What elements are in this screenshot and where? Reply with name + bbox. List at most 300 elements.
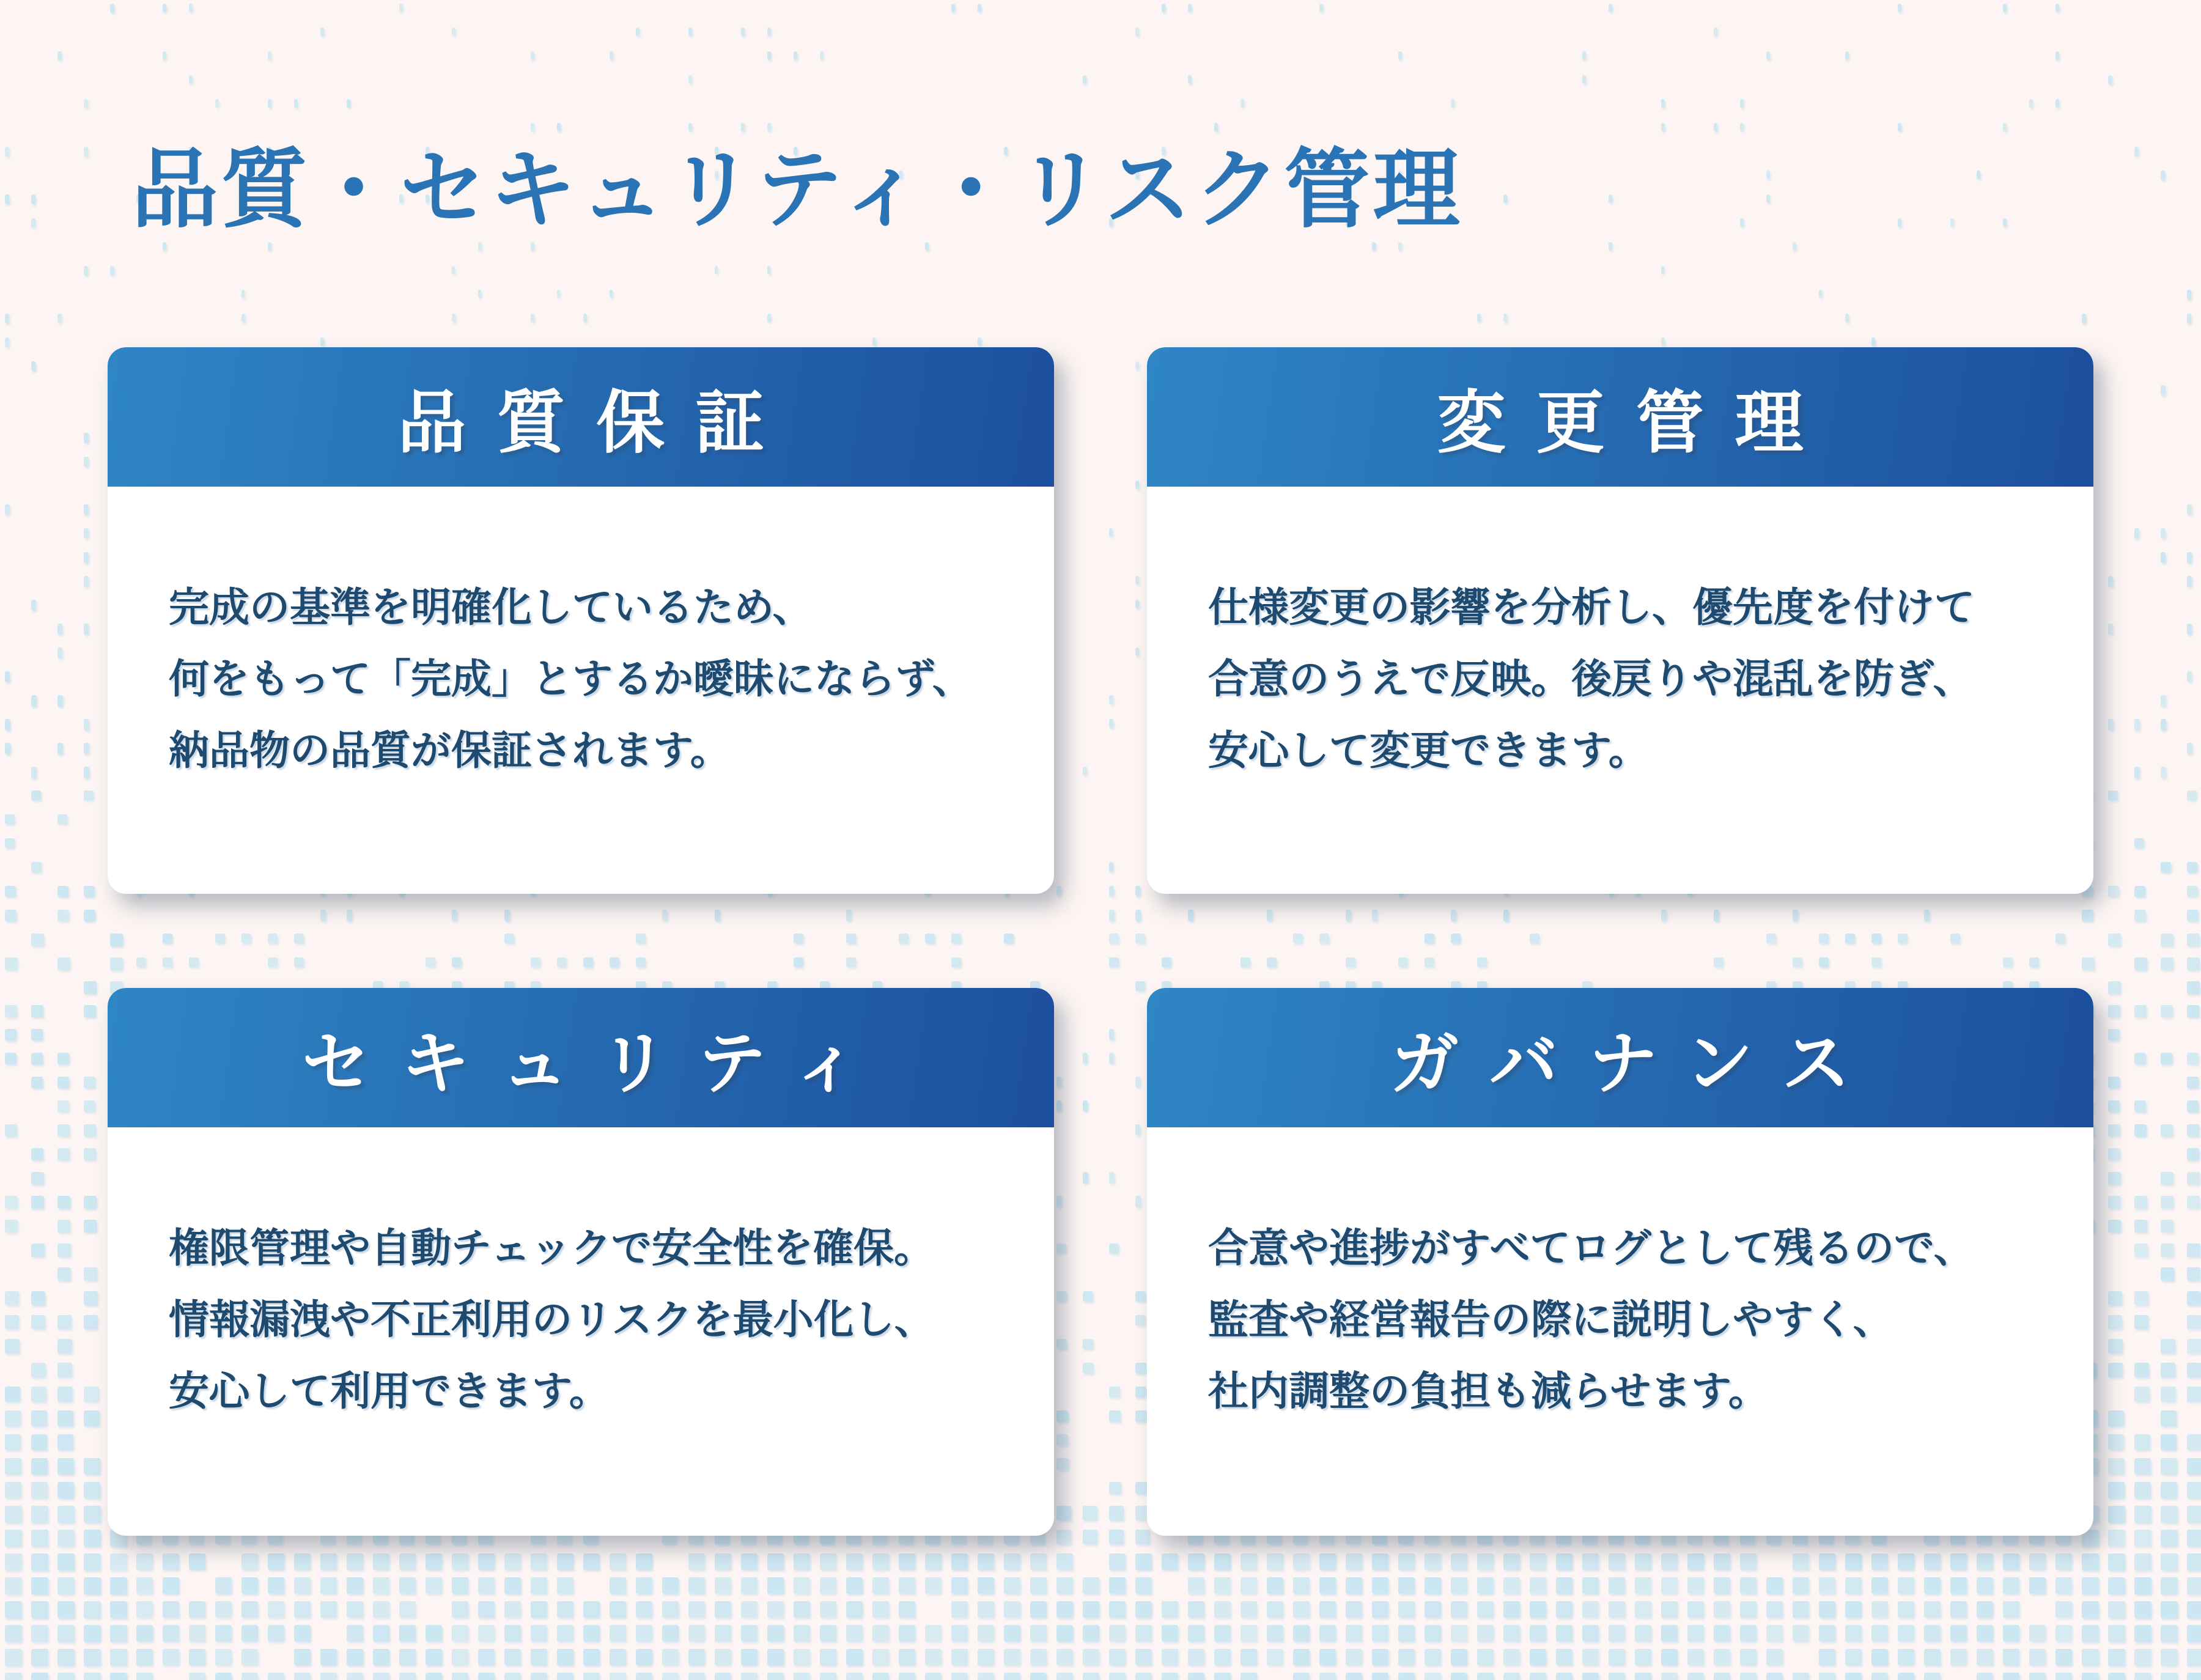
pattern-square xyxy=(557,1625,573,1641)
pattern-square xyxy=(57,1577,75,1594)
body-line: 権限管理や自動チェックで安全性を確保。 xyxy=(169,1226,935,1271)
pattern-square xyxy=(268,51,271,60)
pattern-square xyxy=(1977,1553,1993,1570)
pattern-square xyxy=(110,1601,127,1618)
pattern-square xyxy=(1714,1673,1730,1680)
pattern-square xyxy=(1056,1649,1073,1665)
pattern-square xyxy=(2187,1363,2201,1377)
pattern-square xyxy=(688,1625,705,1641)
pattern-square xyxy=(1819,1673,1835,1680)
cards-grid xyxy=(108,347,2093,1536)
pattern-square xyxy=(84,743,89,754)
pattern-square xyxy=(1162,1673,1178,1680)
pattern-square xyxy=(84,99,88,108)
pattern-square xyxy=(84,576,89,587)
pattern-square xyxy=(373,1577,389,1594)
pattern-square xyxy=(1977,1649,1993,1665)
pattern-square xyxy=(1346,1553,1362,1570)
pattern-square xyxy=(1819,1625,1835,1641)
pattern-square xyxy=(1898,1625,1914,1641)
pattern-square xyxy=(84,552,89,563)
pattern-square xyxy=(1293,1553,1310,1570)
pattern-square xyxy=(2029,1649,2046,1665)
pattern-square xyxy=(1162,1601,1178,1618)
pattern-square xyxy=(57,1434,73,1450)
pattern-square xyxy=(1319,1577,1336,1594)
pattern-square xyxy=(110,4,114,13)
pattern-square xyxy=(294,1673,311,1680)
pattern-square xyxy=(741,28,745,36)
pattern-square xyxy=(1609,1649,1625,1665)
pattern-square xyxy=(636,28,640,36)
pattern-square xyxy=(1319,1553,1336,1570)
pattern-square xyxy=(820,1673,836,1680)
pattern-square xyxy=(1977,1577,1993,1594)
pattern-square xyxy=(1845,1553,1862,1570)
pattern-square xyxy=(5,314,9,323)
pattern-square xyxy=(1503,1553,1520,1570)
pattern-square xyxy=(2187,981,2200,994)
pattern-square xyxy=(688,1601,705,1618)
pattern-square xyxy=(2108,981,2121,994)
pattern-square xyxy=(1346,1601,1362,1618)
pattern-square xyxy=(1793,1625,1809,1641)
pattern-square xyxy=(2187,1339,2201,1354)
pattern-square xyxy=(2134,838,2144,848)
pattern-square xyxy=(1188,1625,1204,1641)
pattern-square xyxy=(84,1625,101,1642)
pattern-square xyxy=(1083,1577,1099,1594)
pattern-square xyxy=(1819,1601,1835,1618)
pattern-square xyxy=(215,1673,232,1680)
pattern-square xyxy=(1346,1649,1362,1665)
pattern-square xyxy=(1898,1649,1914,1665)
pattern-square xyxy=(662,1577,679,1594)
pattern-square xyxy=(1056,1577,1073,1594)
pattern-square xyxy=(1845,1649,1862,1665)
pattern-square xyxy=(1398,1649,1415,1665)
pattern-square xyxy=(1135,1601,1152,1618)
pattern-square xyxy=(57,647,62,658)
card-header-quality-assurance: 品質保証 xyxy=(108,347,1054,487)
pattern-square xyxy=(5,1577,22,1594)
pattern-square xyxy=(1214,1553,1231,1570)
pattern-square xyxy=(794,1649,810,1665)
pattern-square xyxy=(1845,51,1849,60)
pattern-square xyxy=(1661,123,1665,131)
pattern-square xyxy=(84,1267,97,1281)
pattern-square xyxy=(84,910,95,921)
pattern-square xyxy=(872,1649,889,1665)
pattern-square xyxy=(636,1577,652,1594)
pattern-square xyxy=(5,1291,19,1305)
pattern-square xyxy=(57,1243,71,1257)
pattern-square xyxy=(136,1673,153,1680)
pattern-square xyxy=(31,1363,46,1377)
pattern-square xyxy=(136,1625,153,1641)
pattern-square xyxy=(1241,1577,1257,1594)
pattern-square xyxy=(1609,242,1612,251)
pattern-square xyxy=(57,1363,72,1377)
pattern-square xyxy=(872,1625,889,1641)
pattern-square xyxy=(872,1673,889,1680)
pattern-square xyxy=(2187,910,2199,921)
pattern-square xyxy=(1109,1577,1126,1594)
pattern-square xyxy=(1582,1601,1599,1618)
pattern-square xyxy=(294,99,298,108)
pattern-square xyxy=(241,1649,258,1665)
pattern-square xyxy=(2108,1673,2125,1680)
pattern-square xyxy=(5,1220,18,1232)
pattern-square xyxy=(820,1625,836,1641)
pattern-square xyxy=(31,1029,43,1041)
pattern-square xyxy=(1898,1673,1914,1680)
pattern-square xyxy=(2187,1506,2201,1523)
pattern-square xyxy=(31,1005,43,1017)
pattern-square xyxy=(610,1673,626,1680)
pattern-square xyxy=(636,1649,652,1665)
pattern-square xyxy=(1214,1649,1231,1665)
pattern-square xyxy=(5,671,10,682)
pattern-square xyxy=(1924,1649,1941,1665)
pattern-square xyxy=(31,1649,48,1666)
pattern-square xyxy=(2108,1363,2123,1377)
pattern-square xyxy=(2134,1458,2151,1475)
pattern-square xyxy=(2187,1673,2201,1680)
pattern-square xyxy=(5,1434,21,1450)
pattern-square xyxy=(110,1673,127,1680)
pattern-square xyxy=(557,1577,573,1594)
pattern-square xyxy=(2161,695,2166,707)
pattern-square xyxy=(84,1410,100,1426)
pattern-square xyxy=(110,266,114,276)
pattern-square xyxy=(5,1005,17,1017)
pattern-square xyxy=(951,4,955,12)
pattern-square xyxy=(820,1577,836,1594)
pattern-square xyxy=(1793,1673,1809,1680)
pattern-square xyxy=(84,1387,99,1402)
pattern-square xyxy=(1372,1673,1388,1680)
pattern-square xyxy=(925,1577,942,1594)
pattern-square xyxy=(1819,1649,1835,1665)
pattern-square xyxy=(84,886,95,897)
pattern-square xyxy=(1188,1649,1204,1665)
pattern-square xyxy=(1214,1577,1231,1594)
pattern-square xyxy=(2108,1220,2121,1232)
pattern-square xyxy=(1845,1577,1862,1594)
pattern-square xyxy=(2134,528,2139,539)
pattern-square xyxy=(320,337,324,346)
pattern-square xyxy=(2082,1577,2099,1594)
pattern-square xyxy=(2134,1649,2151,1666)
pattern-square xyxy=(1030,1673,1047,1680)
pattern-square xyxy=(84,1601,101,1618)
pattern-square xyxy=(688,1577,705,1594)
pattern-square xyxy=(1503,314,1507,322)
pattern-square xyxy=(767,314,771,322)
pattern-square xyxy=(1635,1601,1651,1618)
pattern-square xyxy=(478,1601,495,1618)
pattern-square xyxy=(504,1649,521,1665)
pattern-square xyxy=(1109,1673,1126,1680)
pattern-square xyxy=(1950,1553,1967,1570)
pattern-square xyxy=(1924,1673,1941,1680)
pattern-square xyxy=(872,1553,889,1570)
pattern-square xyxy=(57,1601,75,1618)
pattern-square xyxy=(2187,1434,2201,1450)
pattern-square xyxy=(2108,1172,2121,1185)
pattern-square xyxy=(662,1673,679,1680)
pattern-square xyxy=(1083,1649,1099,1665)
pattern-square xyxy=(189,1601,205,1618)
pattern-square xyxy=(1109,1601,1126,1618)
pattern-square xyxy=(5,1315,19,1329)
pattern-square xyxy=(347,1673,363,1680)
pattern-square xyxy=(452,1649,468,1665)
pattern-square xyxy=(2161,719,2166,731)
card-body-change-management xyxy=(1147,487,2093,787)
pattern-square xyxy=(31,218,35,228)
pattern-square xyxy=(1267,1649,1283,1665)
pattern-square xyxy=(1714,1553,1730,1570)
pattern-square xyxy=(2134,719,2140,731)
pattern-square xyxy=(478,1577,495,1594)
pattern-square xyxy=(57,1506,75,1523)
pattern-square xyxy=(583,1601,600,1618)
pattern-square xyxy=(399,1625,416,1641)
pattern-square xyxy=(373,1625,389,1641)
pattern-square xyxy=(1293,1673,1310,1680)
pattern-square xyxy=(320,1601,337,1618)
pattern-square xyxy=(1845,1625,1862,1641)
pattern-square xyxy=(1661,1673,1678,1680)
pattern-square xyxy=(1451,1553,1467,1570)
pattern-square xyxy=(1845,314,1849,322)
pattern-square xyxy=(2108,1339,2123,1354)
pattern-square xyxy=(2161,934,2173,946)
pattern-square xyxy=(636,1673,652,1680)
pattern-square xyxy=(1687,1625,1704,1641)
pattern-square xyxy=(1425,1649,1441,1665)
pattern-square xyxy=(163,1625,179,1641)
pattern-square xyxy=(1898,4,1901,12)
pattern-square xyxy=(2187,1243,2200,1257)
pattern-square xyxy=(215,1577,232,1594)
pattern-square xyxy=(163,1601,179,1618)
pattern-square xyxy=(2108,719,2114,731)
pattern-square xyxy=(741,1577,758,1594)
pattern-square xyxy=(320,1553,337,1570)
pattern-square xyxy=(1267,1577,1283,1594)
pattern-square xyxy=(1635,1649,1651,1665)
card-body-security xyxy=(108,1127,1054,1428)
pattern-square xyxy=(426,1673,442,1680)
pattern-square xyxy=(2082,1601,2099,1618)
pattern-square xyxy=(1714,28,1717,36)
pattern-square xyxy=(1083,75,1086,84)
pattern-square xyxy=(1950,1601,1967,1618)
pattern-square xyxy=(1898,218,1901,227)
pattern-square xyxy=(2082,314,2086,323)
pattern-square xyxy=(1740,1553,1757,1570)
pattern-square xyxy=(1687,1649,1704,1665)
pattern-square xyxy=(2108,1649,2125,1666)
pattern-square xyxy=(294,1625,311,1641)
pattern-square xyxy=(1083,1601,1099,1618)
pattern-square xyxy=(846,1625,863,1641)
card-change-management xyxy=(1147,347,2093,894)
body-line: 社内調整の負担も減らせます。 xyxy=(1208,1369,1769,1414)
pattern-square xyxy=(2108,1315,2122,1329)
pattern-square xyxy=(31,1553,48,1571)
pattern-square xyxy=(5,147,9,157)
pattern-square xyxy=(2161,957,2173,970)
pattern-square xyxy=(478,290,481,298)
pattern-square xyxy=(2029,1625,2046,1641)
pattern-square xyxy=(504,1601,521,1618)
pattern-square xyxy=(2161,1530,2178,1547)
pattern-square xyxy=(2161,1673,2178,1680)
pattern-square xyxy=(2003,123,2007,131)
pattern-square xyxy=(1793,1577,1809,1594)
pattern-square xyxy=(31,1410,47,1426)
pattern-square xyxy=(84,1124,96,1137)
pattern-square xyxy=(373,1649,389,1665)
pattern-square xyxy=(531,1649,547,1665)
pattern-square xyxy=(84,790,94,800)
pattern-square xyxy=(31,600,36,611)
pattern-square xyxy=(1398,1553,1415,1570)
pattern-square xyxy=(2134,1482,2151,1498)
pattern-square xyxy=(2187,1458,2201,1475)
pattern-square xyxy=(5,1530,22,1547)
pattern-square xyxy=(899,1553,915,1570)
pattern-square xyxy=(31,695,37,707)
pattern-square xyxy=(5,1458,21,1475)
pattern-square xyxy=(1609,194,1612,203)
pattern-square xyxy=(1766,171,1770,179)
pattern-square xyxy=(557,1553,573,1570)
pattern-square xyxy=(820,1649,836,1665)
pattern-square xyxy=(1871,1649,1888,1665)
pattern-square xyxy=(241,1553,258,1570)
pattern-square xyxy=(2134,147,2139,157)
pattern-square xyxy=(794,1673,810,1680)
pattern-square xyxy=(5,1625,22,1642)
pattern-square xyxy=(2108,1410,2124,1426)
pattern-square xyxy=(2187,1196,2200,1209)
card-body-governance xyxy=(1147,1127,2093,1428)
pattern-square xyxy=(2055,1577,2072,1594)
pattern-square xyxy=(5,1553,22,1571)
pattern-square xyxy=(57,1053,69,1064)
pattern-square xyxy=(2161,1053,2172,1064)
pattern-square xyxy=(2187,1649,2201,1666)
pattern-square xyxy=(2187,1053,2199,1064)
pattern-square xyxy=(84,1530,101,1547)
pattern-square xyxy=(2055,4,2059,12)
pattern-square xyxy=(1188,1553,1204,1570)
pattern-square xyxy=(241,314,245,322)
pattern-square xyxy=(1451,1673,1467,1680)
pattern-square xyxy=(767,28,771,36)
pattern-square xyxy=(767,51,771,60)
pattern-square xyxy=(110,1577,127,1594)
card-body-quality-assurance xyxy=(108,487,1054,787)
pattern-square xyxy=(1609,4,1612,12)
pattern-square xyxy=(741,1625,758,1641)
pattern-square xyxy=(110,1553,127,1571)
pattern-square xyxy=(57,51,62,61)
body-line: 情報漏洩や不正利用のリスクを最小化し、 xyxy=(169,1298,935,1343)
pattern-square xyxy=(1451,99,1454,108)
pattern-square xyxy=(163,1577,179,1594)
pattern-square xyxy=(31,1387,46,1402)
pattern-square xyxy=(478,1553,495,1570)
pattern-square xyxy=(5,1482,21,1498)
pattern-square xyxy=(452,314,455,322)
pattern-square xyxy=(1898,1601,1914,1618)
pattern-square xyxy=(2003,1577,2019,1594)
pattern-square xyxy=(84,719,89,731)
pattern-square xyxy=(1293,1649,1310,1665)
pattern-square xyxy=(57,1267,71,1281)
pattern-square xyxy=(5,1029,17,1041)
pattern-square xyxy=(2187,790,2197,800)
pattern-square xyxy=(662,1625,679,1641)
pattern-square xyxy=(1582,1577,1599,1594)
pattern-square xyxy=(2161,1506,2178,1523)
pattern-square xyxy=(5,957,18,970)
pattern-square xyxy=(557,1649,573,1665)
pattern-square xyxy=(1293,1601,1310,1618)
pattern-square xyxy=(57,1673,75,1680)
pattern-square xyxy=(1030,1553,1047,1570)
pattern-square xyxy=(347,99,350,108)
pattern-square xyxy=(1740,218,1744,227)
pattern-square xyxy=(1346,1625,1362,1641)
pattern-square xyxy=(1188,75,1192,84)
pattern-square xyxy=(1319,1601,1336,1618)
pattern-square xyxy=(1451,1625,1467,1641)
pattern-square xyxy=(5,1601,22,1618)
pattern-square xyxy=(1162,1649,1178,1665)
pattern-square xyxy=(1477,1625,1494,1641)
pattern-square xyxy=(925,1649,942,1665)
pattern-square xyxy=(2134,1196,2147,1209)
pattern-square xyxy=(2161,1005,2173,1017)
pattern-square xyxy=(84,1673,101,1680)
pattern-square xyxy=(57,957,70,970)
pattern-square xyxy=(426,1649,442,1665)
pattern-square xyxy=(268,1601,284,1618)
pattern-square xyxy=(2161,1124,2173,1137)
pattern-square xyxy=(2134,1124,2147,1137)
pattern-square xyxy=(84,1196,97,1209)
pattern-square xyxy=(1793,1553,1809,1570)
pattern-square xyxy=(2029,1553,2046,1570)
pattern-square xyxy=(2161,862,2171,872)
pattern-square xyxy=(557,1601,573,1618)
pattern-square xyxy=(846,1649,863,1665)
pattern-square xyxy=(688,1673,705,1680)
pattern-square xyxy=(1661,266,1664,274)
pattern-square xyxy=(951,1601,968,1618)
pattern-square xyxy=(1582,1625,1599,1641)
pattern-square xyxy=(2187,1077,2199,1088)
pattern-square xyxy=(794,1577,810,1594)
pattern-square xyxy=(531,1625,547,1641)
